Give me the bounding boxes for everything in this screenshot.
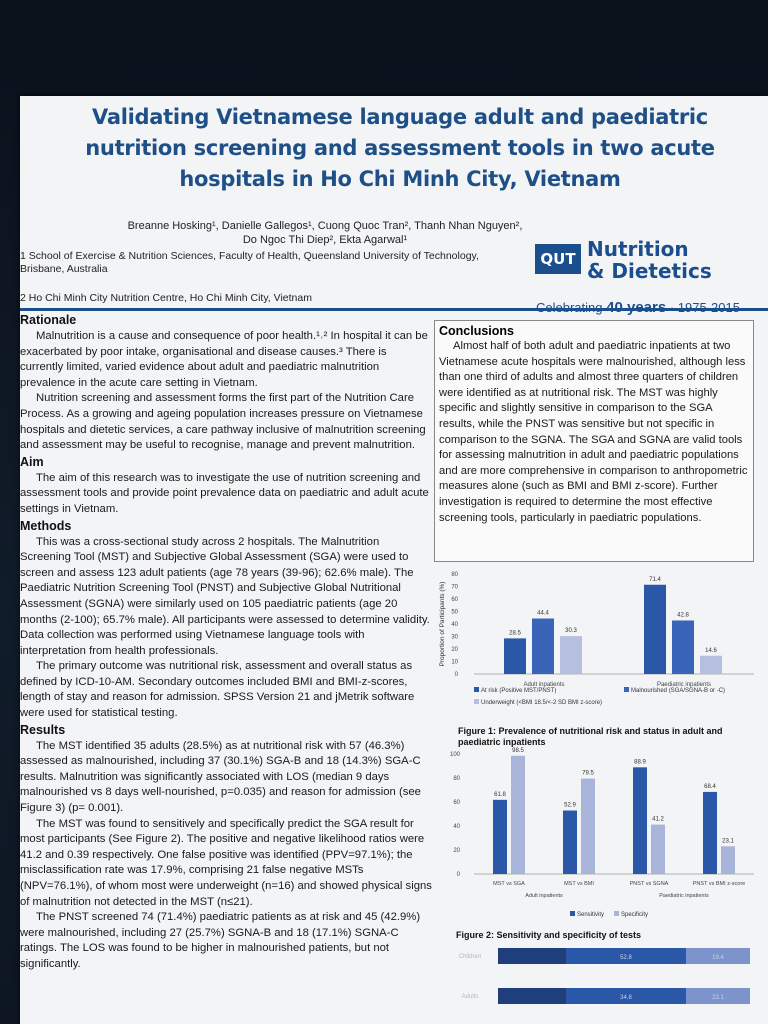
group-label: Adult inpatients bbox=[525, 893, 563, 899]
legend-swatch bbox=[614, 911, 619, 916]
group-label: Paediatric inpatients bbox=[659, 893, 709, 899]
data-label: 41.2 bbox=[652, 816, 664, 823]
legend-label: Sensitivity bbox=[577, 912, 605, 918]
legend-label: Underweight (<BMI 18.5/<-2 SD BMI z-score) bbox=[481, 700, 603, 706]
bar bbox=[651, 825, 665, 874]
data-label: 88.9 bbox=[634, 759, 646, 766]
authors bbox=[90, 219, 560, 247]
aim-heading: Aim bbox=[20, 454, 44, 469]
segment-label: 52.8 bbox=[620, 955, 632, 961]
x-tick-label: MST vs BMI bbox=[564, 881, 594, 887]
category-label: Children bbox=[458, 954, 482, 960]
bar bbox=[581, 779, 595, 874]
legend-label: Specificity bbox=[621, 912, 649, 918]
affiliation-1: 1 School of Exercise & Nutrition Sciences, Faculty of Health, Queensland University of Technology, Brisbane, Australia bbox=[20, 250, 479, 275]
y-tick-label: 100 bbox=[449, 752, 460, 758]
y-tick-label: 70 bbox=[451, 584, 458, 591]
data-label: 28.5 bbox=[509, 630, 521, 637]
conclusions-box bbox=[434, 320, 754, 562]
data-label: 68.4 bbox=[704, 783, 716, 790]
aim-paragraph: The aim of this research was to investigate the use of nutrition screening and assessment tools and provide point prevalence data on paediatric and adult acute settings in Vietnam. bbox=[20, 471, 429, 515]
legend-swatch bbox=[474, 699, 479, 704]
figure-1-chart bbox=[434, 564, 760, 724]
legend-label: At risk (Positive MST/PNST) bbox=[481, 688, 557, 694]
bar bbox=[703, 792, 717, 874]
y-tick-label: 40 bbox=[453, 824, 460, 830]
segment-label: 34.8 bbox=[620, 995, 632, 1001]
results-heading: Results bbox=[20, 722, 66, 737]
segment-label: 19.4 bbox=[712, 955, 724, 961]
qut-badge: QUT bbox=[535, 244, 581, 274]
category-label: Adults bbox=[461, 994, 479, 1000]
figure-2-chart bbox=[434, 747, 760, 928]
methods-paragraph-1: This was a cross-sectional study across 2 hospitals. The Malnutrition Screening Tool (MST) and Subjective Global Assessment (SGA) were used to screen and assess 123 adult patients (age 78 years (39-96); 62.6% male). The Paediatric Nutrition Screening Tool (PNST) and Subjective Global Nutritional Assessment (SGNA) were similarly used on 105 paediatric patients (age 20 months (2-100); 65.7% male). All participants were assessed to determine validity. Data collection was performed using Vietnamese language tools with interpretation from health professionals. bbox=[20, 535, 430, 657]
segment-label: 23.1 bbox=[712, 995, 724, 1001]
results-paragraph-1: The MST identified 35 adults (28.5%) as at nutritional risk with 57 (46.3%) assessed as malnourished, including 37 (30.1%) SGA-B and 18 (14.3%) SGA-C results. Malnutrition was significantly associated with LOS (median 9 days malnourished vs 8 days well-nourished, p=0.035) and reason for admission (see Figure 3) (p= 0.001). bbox=[20, 739, 421, 815]
rationale-heading: Rationale bbox=[20, 313, 77, 327]
rationale-paragraph-1: Malnutrition is a cause and consequence of poor health.¹˒² In hospital it can be exacerbated by poor intake, organisational and disease causes.³ There is currently limited, varied evidence about adult and paediatric malnutrition prevalence in the acute care setting in Vietnam. bbox=[20, 330, 428, 389]
y-tick-label: 30 bbox=[451, 634, 458, 641]
bar bbox=[504, 638, 526, 674]
x-tick-label: Paediatric inpatients bbox=[656, 682, 712, 688]
bar bbox=[511, 756, 525, 874]
bar bbox=[493, 800, 507, 874]
bar bbox=[560, 636, 582, 674]
data-label: 23.1 bbox=[722, 838, 734, 845]
y-tick-label: 80 bbox=[453, 776, 460, 782]
legend-swatch bbox=[474, 687, 479, 692]
bar bbox=[644, 585, 666, 674]
authors-line-1: Breanne Hosking¹, Danielle Gallegos¹, Cuong Quoc Tran², Thanh Nhan Nguyen², bbox=[127, 220, 523, 232]
data-label: 61.8 bbox=[494, 791, 506, 798]
y-tick-label: 60 bbox=[451, 597, 458, 603]
y-tick-label: 80 bbox=[451, 572, 458, 578]
legend-label: Malnourished (SGA/SGNA-B or -C) bbox=[631, 688, 726, 694]
data-label: 14.6 bbox=[705, 647, 717, 654]
bar bbox=[700, 656, 722, 674]
figure-3-chart bbox=[434, 944, 760, 1024]
poster-title: Validating Vietnamese language adult and paediatric nutrition screening and assessment tools in two acute hospitals in Ho Chi Minh City, Vietnam bbox=[85, 105, 715, 191]
results-paragraph-3: The PNST screened 74 (71.4%) paediatric patients as at risk and 45 (42.9%) were malnourished, including 27 (25.7%) SGNA-B and 18 (17.1%) SGNA-C ratings. The LOS was found to be higher in malnourished patients, but not significantly. bbox=[20, 911, 421, 970]
stacked-segment bbox=[498, 948, 566, 964]
header-divider bbox=[20, 308, 768, 311]
bar bbox=[532, 619, 554, 675]
data-label: 44.4 bbox=[537, 610, 549, 617]
figure-2-caption: Figure 2: Sensitivity and specificity of tests bbox=[456, 930, 642, 940]
logo-line-2: & Dietetics bbox=[587, 259, 712, 283]
legend-swatch bbox=[624, 687, 629, 692]
data-label: 79.5 bbox=[582, 770, 594, 777]
qut-logo bbox=[535, 236, 765, 288]
x-tick-label: Adult inpatients bbox=[523, 682, 565, 688]
legend-swatch bbox=[570, 911, 575, 916]
bar bbox=[633, 767, 647, 874]
logo-line-1: Nutrition bbox=[587, 237, 689, 261]
data-label: 52.9 bbox=[564, 802, 576, 809]
data-label: 98.5 bbox=[512, 747, 524, 754]
x-tick-label: PNST vs SGNA bbox=[629, 881, 669, 887]
methods-heading: Methods bbox=[20, 518, 72, 533]
stacked-segment bbox=[498, 988, 566, 1004]
bar bbox=[672, 621, 694, 675]
x-tick-label: MST vs SGA bbox=[493, 881, 525, 887]
x-tick-label: PNST vs BMI z-score bbox=[692, 881, 746, 887]
conclusions-heading: Conclusions bbox=[439, 324, 515, 338]
data-label: 42.8 bbox=[677, 612, 689, 619]
methods-paragraph-2: The primary outcome was nutritional risk, assessment and overall status as defined by ICD-10-AM. Secondary outcomes included BMI and BMI-z-scores, length of stay and reason for admission. SPSS Version 21 and jMetrik software were used for statistical testing. bbox=[20, 660, 415, 720]
poster bbox=[20, 96, 768, 1024]
y-axis-label: Proportion of Participants (%) bbox=[439, 581, 446, 667]
y-tick-label: 60 bbox=[453, 800, 460, 806]
authors-line-2: Do Ngoc Thi Diep², Ekta Agarwal¹ bbox=[242, 234, 408, 246]
y-tick-label: 10 bbox=[451, 659, 458, 666]
y-tick-label: 50 bbox=[451, 609, 458, 616]
y-tick-label: 0 bbox=[456, 872, 460, 878]
bar bbox=[721, 846, 735, 874]
results-paragraph-2: The MST was found to sensitively and specifically predict the SGA result for most participants (See Figure 2). The positive and negative likelihood ratios were 41.2 and 0.39 respectively. One false positive was identified (PPV=97.1%); the misclassification rate was 17.9%, comprising 21 false negative MSTs (NPV=76.1%), of whom most were underweight (n=16) and showed physical signs of malnutrition not detected in the MST (n≤21). bbox=[20, 817, 432, 908]
rationale-paragraph-2: Nutrition screening and assessment forms the first part of the Nutrition Care Process. As a growing and ageing population increases pressure on Vietnamese hospitals and dietetic services, a care pathway inclusive of malnutrition screening and assessment may be useful to recognise, manage and prevent malnutrition. bbox=[20, 392, 426, 452]
y-tick-label: 40 bbox=[451, 622, 458, 628]
data-label: 71.4 bbox=[649, 576, 661, 583]
bar bbox=[563, 811, 577, 874]
figure-1-caption: Figure 1: Prevalence of nutritional risk and status in adult and paediatric inpatients bbox=[458, 726, 723, 747]
y-tick-label: 20 bbox=[453, 848, 460, 854]
y-tick-label: 20 bbox=[451, 647, 458, 653]
conclusions-paragraph: Almost half of both adult and paediatric inpatients at two Vietnamese acute hospitals were malnourished, although less than one third of adults and almost three quarters of children were identified as at nutritional risk. The MST was highly specific and slightly sensitive in comparison to the SGA results, while the PNST was sensitive but not specific in comparison to the SGNA. The SGA and SGNA are valid tools for assessing malnutrition in adult and paediatric populations and are more comprehensive in comparison to anthropometric measures alone (such as BMI and BMI z-score). Further investigation is required to determine the most effective screening tools, particularly in paediatric populations. bbox=[439, 340, 748, 524]
y-tick-label: 0 bbox=[454, 672, 458, 678]
left-column bbox=[20, 312, 432, 973]
data-label: 30.3 bbox=[565, 628, 577, 635]
affiliation-2: 2 Ho Chi Minh City Nutrition Centre, Ho Chi Minh City, Vietnam bbox=[20, 292, 312, 304]
